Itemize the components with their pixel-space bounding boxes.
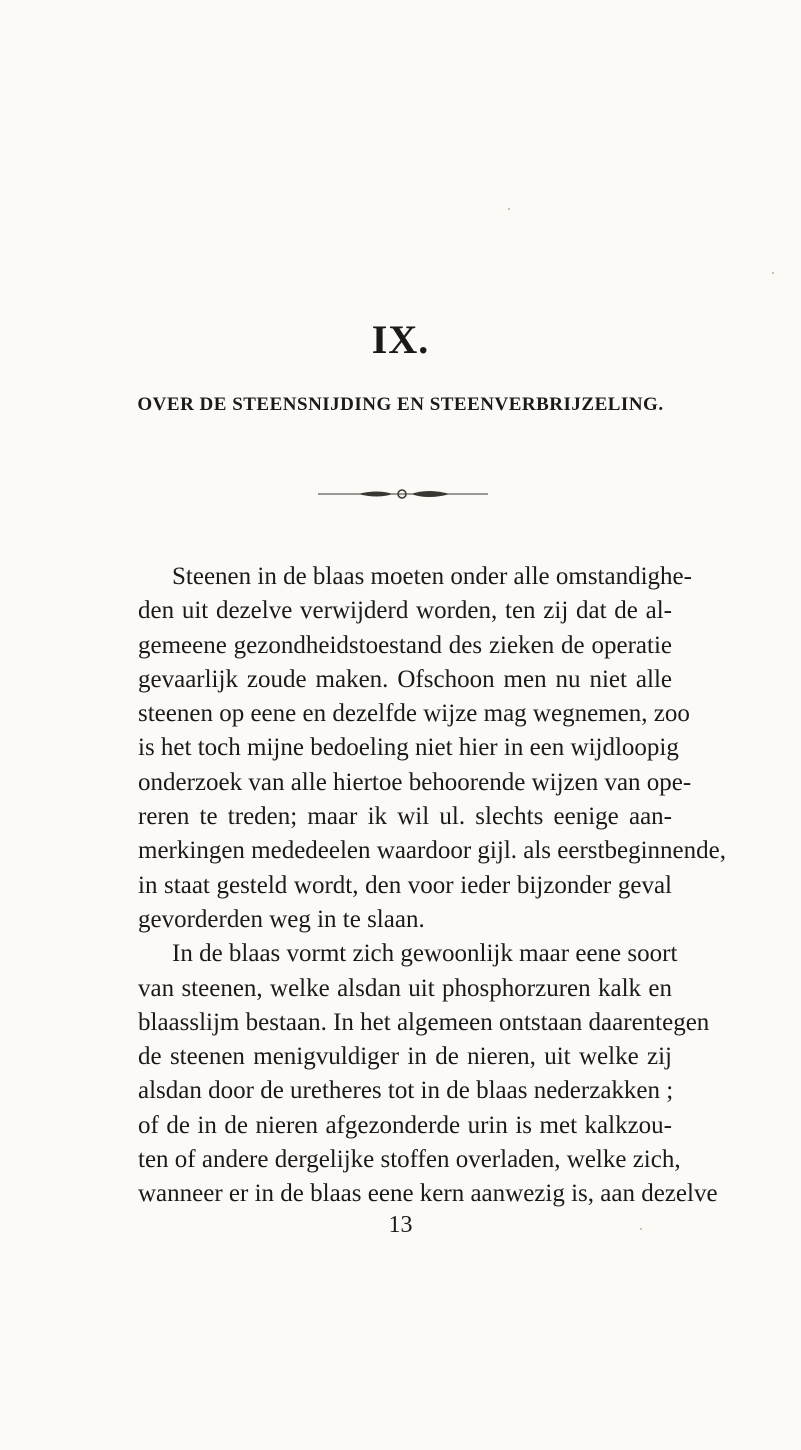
text-line: de steenen menigvuldiger in de nieren, uit welke zij: [138, 1043, 672, 1071]
body-text: [138, 560, 726, 1212]
text-line: in staat gesteld wordt, den voor ieder bijzonder geval: [138, 871, 672, 899]
text-line: onderzoek van alle hiertoe behoorende wijzen van ope-: [138, 768, 692, 796]
text-line: merkingen mededeelen waardoor gijl. als eerstbeginnende,: [138, 837, 726, 865]
text-line: is het toch mijne bedoeling niet hier in een wijdloopig: [138, 734, 679, 762]
text-line: reren te treden; maar ik wil ul. slechts eenige aan-: [138, 803, 672, 831]
chapter-number: IX.: [371, 317, 430, 362]
text-line: gevaarlijk zoude maken. Ofschoon men nu niet alle: [138, 665, 672, 693]
text-line: blaasslijm bestaan. In het algemeen ontstaan daarentegen: [138, 1008, 710, 1036]
text-line: In de blaas vormt zich gewoonlijk maar eene soort: [172, 940, 678, 968]
text-line: ten of andere dergelijke stoffen overladen, welke zich,: [138, 1146, 681, 1174]
paper-speck: [508, 208, 510, 210]
text-line: alsdan door de uretheres tot in de blaas nederzakken ;: [138, 1077, 674, 1105]
text-line: den uit dezelve verwijderd worden, ten zij dat de al-: [138, 597, 672, 625]
decorative-rule-icon: [318, 487, 488, 501]
text-line: Steenen in de blaas moeten onder alle omstandighe-: [172, 563, 692, 590]
chapter-title: OVER DE STEENSNIJDING EN STEENVERBRIJZELING.: [137, 394, 664, 415]
paper-speck: [772, 272, 774, 274]
text-line: van steenen, welke alsdan uit phosphorzuren kalk en: [138, 974, 672, 1002]
text-line: of de in de nieren afgezonderde urin is met kalkzou-: [138, 1111, 672, 1139]
text-line: gevorderden weg in te slaan.: [138, 905, 425, 933]
text-line: wanneer er in de blaas eene kern aanwezig is, aan dezelve: [138, 1180, 718, 1208]
page-number: 13: [388, 1212, 413, 1238]
text-line: gemeene gezondheidstoestand des zieken de operatie: [138, 631, 672, 659]
text-line: steenen op eene en dezelfde wijze mag wegnemen, zoo: [138, 700, 690, 728]
